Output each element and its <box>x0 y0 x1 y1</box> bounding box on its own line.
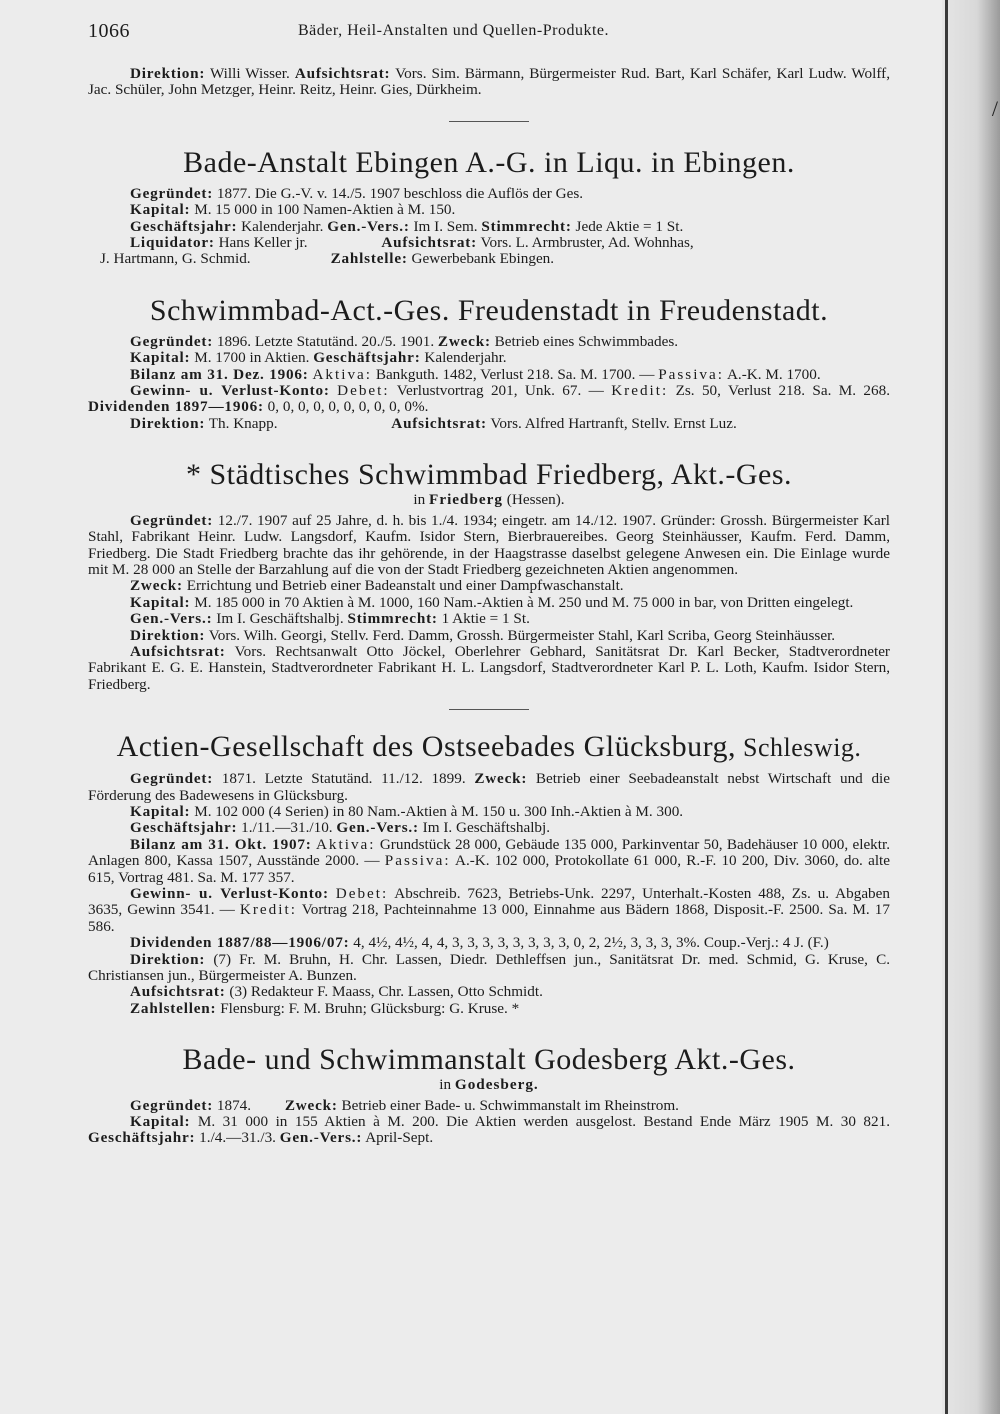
text: Betrieb eines Schwimmbades. <box>490 332 679 350</box>
text: Vors. L. Armbruster, Ad. Wohnhas, <box>476 234 694 252</box>
text: Errichtung und Betrieb einer Badeanstalt und einer Dampfwaschanstalt. <box>182 577 624 595</box>
spacer <box>88 268 890 294</box>
text: Th. Knapp. <box>205 414 282 432</box>
gluecksburg-guv <box>88 886 890 935</box>
label: Kapital: <box>130 593 191 611</box>
text: Abschreib. 7623, Betriebs-Unk. 2297, Unterhalt.-Kosten 488, Zs. u. Abgaben 3635, Gewinn 3541. — <box>88 885 890 919</box>
entry-gluecksburg <box>88 771 890 1017</box>
text: A.-K. M. 1700. <box>724 365 821 383</box>
freudenstadt-gegruendet <box>88 334 890 350</box>
text: 4, 4½, 4½, 4, 4, 3, 3, 3, 3, 3, 3, 3, 3, 0, 2, 2½, 3, 3, 3, 3%. Coup.-Verj.: 4 J. (F.) <box>349 934 829 952</box>
city: Godesberg. <box>454 1076 539 1094</box>
label: Gegründet: <box>130 770 214 788</box>
entry-title-ebingen: Bade-Anstalt Ebingen A.-G. in Liqu. in Ebingen. <box>183 145 795 179</box>
entry-title-freudenstadt: Schwimmbad-Act.-Ges. Freudenstadt in Freudenstadt. <box>149 293 829 327</box>
passiva-word: Passiva: <box>384 852 451 870</box>
text: in <box>439 1076 455 1094</box>
text: April-Sept. <box>362 1129 434 1147</box>
text: Jede Aktie = 1 St. <box>571 217 684 235</box>
godesberg-location <box>88 1077 890 1093</box>
label: Bilanz am 31. Dez. 1906: <box>130 365 309 383</box>
label: Geschäftsjahr: <box>313 349 421 367</box>
title-place: Schleswig. <box>736 733 862 763</box>
text: Zs. 50, Verlust 218. Sa. M. 268. <box>668 382 891 400</box>
friedberg-location <box>88 492 890 508</box>
label: Dividenden 1887/88—1906/07: <box>130 934 350 952</box>
label: Stimmrecht: <box>347 610 438 628</box>
intro-aufsichtsrat-text: Vors. Sim. Bärmann, Bürgermeister Rud. Bart, Karl Schäfer, Karl Ludw. Wolff, Jac. Schüler, John Metzger, Heinr. Reitz, Heinr. Gies, Dürkheim. <box>88 65 890 99</box>
godesberg-kapital <box>88 1114 890 1147</box>
label-aufsichtsrat: Aufsichtsrat: <box>294 65 391 82</box>
gluecksburg-gegruendet <box>88 771 890 804</box>
friedberg-aufsichtsrat <box>88 644 890 693</box>
passiva-word: Passiva: <box>658 365 724 383</box>
text: 1 Aktie = 1 St. <box>437 610 530 628</box>
text: Vors. Alfred Hartranft, Stellv. Ernst Luz. <box>486 414 737 432</box>
entry-friedberg <box>88 513 890 693</box>
text: 1871. Letzte Statutänd. 11./12. 1899. <box>213 770 475 788</box>
aktiva-word: Aktiva: <box>312 365 373 383</box>
debet-word: Debet: <box>335 885 389 902</box>
entry-title-gluecksburg <box>88 730 890 765</box>
gluecksburg-dividenden <box>88 935 890 951</box>
label: Zahlstellen: <box>130 999 217 1017</box>
text: 1./4.—31./3. <box>195 1129 280 1147</box>
label: Kapital: <box>130 802 191 820</box>
separator-rule <box>449 709 529 710</box>
intro-direktion-text: Willi Wisser. <box>205 65 295 82</box>
city: Friedberg <box>429 491 503 509</box>
friedberg-gegruendet <box>88 513 890 579</box>
label: Gen.-Vers.: <box>279 1129 363 1147</box>
text: Gewerbebank Ebingen. <box>407 250 555 268</box>
title-main: Actien-Gesellschaft des Ostseebades Glücksburg, <box>116 730 737 764</box>
text: Hans Keller jr. <box>214 234 312 252</box>
ebingen-geschaeftsjahr <box>88 219 890 235</box>
text: M. 15 000 in 100 Namen-Aktien à M. 150. <box>190 201 456 219</box>
label: Liquidator: <box>130 234 215 252</box>
label: Geschäftsjahr: <box>88 1129 196 1147</box>
text: Im I. Sem. <box>409 217 482 235</box>
text: Verlustvortrag 201, Unk. 67. — <box>389 382 612 400</box>
text: (7) Fr. M. Bruhn, H. Chr. Lassen, Diedr. Dethleffsen jun., Sanitätsrat Dr. med. Schmid, G. Kruse, C. Christiansen jun., Bürgermeister A. Bunzen. <box>88 950 890 985</box>
label: Zahlstelle: <box>330 250 408 268</box>
label: Direktion: <box>130 414 206 432</box>
label: Zweck: <box>284 1096 338 1114</box>
label: Gewinn- u. Verlust-Konto: <box>130 382 330 400</box>
entry-title-godesberg: Bade- und Schwimmanstalt Godesberg Akt.-Ges. <box>182 1043 796 1077</box>
label: Gewinn- u. Verlust-Konto: <box>130 885 329 902</box>
ebingen-gegruendet <box>88 186 890 202</box>
friedberg-genvers <box>88 611 890 627</box>
gluecksburg-geschaeftsjahr <box>88 820 890 836</box>
label: Aufsichtsrat: <box>381 234 477 252</box>
label: Stimmrecht: <box>481 217 572 235</box>
text: Bankguth. 1482, Verlust 218. Sa. M. 1700. — <box>372 365 659 383</box>
edge-mark: / <box>991 96 998 121</box>
text: Im I. Geschäftshalbj. <box>212 610 348 628</box>
text: Vors. Rechtsanwalt Otto Jöckel, Oberlehrer Gebhard, Sanitätsrat Dr. Karl Becker, Stadtverordneter Fabrikant E. G. E. Hanstein, Stadtverordneter Fabrikant H. L. Langsdorf, Stadtverordneter Karl P. L. Loth, Kaufm. Isidor Stern, Friedberg. <box>88 642 890 693</box>
text: Vors. Wilh. Georgi, Stellv. Ferd. Damm, Grossh. Bürgermeister Stahl, Karl Scriba, Georg Steinhäusser. <box>205 626 836 644</box>
label: Direktion: <box>130 950 206 968</box>
page-number: 1066 <box>88 20 130 42</box>
page-header <box>88 20 888 50</box>
label: Gegründet: <box>130 332 214 350</box>
text: Kalenderjahr. <box>420 349 507 367</box>
text: M. 185 000 in 70 Aktien à M. 1000, 160 Nam.-Aktien à M. 250 und M. 75 000 in bar, von Dritten eingelegt. <box>190 593 854 611</box>
label: Zweck: <box>437 332 491 350</box>
page-content <box>88 66 890 1147</box>
label: Kapital: <box>130 201 191 219</box>
gluecksburg-aufsichtsrat <box>88 984 890 1000</box>
intro-paragraph <box>88 66 890 99</box>
label: Bilanz am 31. Okt. 1907: <box>130 835 312 853</box>
label: Zweck: <box>130 577 183 595</box>
spacer <box>88 432 890 458</box>
text: J. Hartmann, G. Schmid. <box>100 250 251 268</box>
ebingen-zahlstelle <box>88 251 890 267</box>
label: Gen.-Vers.: <box>327 217 410 235</box>
label: Aufsichtsrat: <box>130 983 226 1001</box>
label: Geschäftsjahr: <box>130 819 238 837</box>
label: Gegründet: <box>130 1096 214 1114</box>
label: Kapital: <box>130 1113 191 1131</box>
kredit-word: Kredit: <box>611 382 669 400</box>
friedberg-kapital <box>88 595 890 611</box>
text: A.-K. 102 000, Protokollate 61 000, R.-F. 10 200, Div. 3060, do. alte 615, Vortrag 481. Sa. M. 177 357. <box>88 852 890 886</box>
text: 1./11.—31./10. <box>237 819 337 837</box>
label: Aufsichtsrat: <box>391 414 487 432</box>
ebingen-liquidator <box>88 235 890 251</box>
text: M. 1700 in Aktien. <box>190 349 314 367</box>
label-direktion: Direktion: <box>130 65 206 82</box>
page-edge-shadow <box>942 0 1000 1414</box>
running-title: Bäder, Heil-Anstalten und Quellen-Produkte. <box>298 22 610 39</box>
spacer <box>88 1017 890 1043</box>
separator-rule <box>449 121 529 122</box>
aktiva-word: Aktiva: <box>315 835 376 853</box>
freudenstadt-bilanz <box>88 367 890 383</box>
text: M. 102 000 (4 Serien) in 80 Nam.-Aktien à M. 150 u. 300 Inh.-Aktien à M. 300. <box>190 802 684 820</box>
text: Im I. Geschäftshalbj. <box>418 819 551 837</box>
label: Kapital: <box>130 349 191 367</box>
entry-ebingen <box>88 186 890 268</box>
text: 12./7. 1907 auf 25 Jahre, d. h. bis 1./4. 1934; eingetr. am 14./12. 1907. Gründer: Grossh. Bürgermeister Karl Stahl, Fabrikant Heinr. Ludw. Langsdorf, Kaufm. Isidor Stern, Bierbrauereibes. Georg Steinhäusser, Kaufm. Ferd. Damm, Friedberg. Die Stadt Friedberg brachte das ihr gehörende, in der Haagstrasse daselbst gelegene Anwesen ein. Die Einlage wurde mit M. 28 000 an Stelle der Barzahlung auf die von der Stadt Friedberg gezeichneten Aktien angenommen. <box>88 511 890 578</box>
debet-word: Debet: <box>337 382 390 400</box>
gluecksburg-direktion <box>88 952 890 985</box>
kredit-word: Kredit: <box>239 901 297 919</box>
gluecksburg-zahlstellen <box>88 1001 890 1017</box>
friedberg-direktion <box>88 628 890 644</box>
freudenstadt-guv <box>88 383 890 416</box>
freudenstadt-kapital <box>88 350 890 366</box>
label: Direktion: <box>130 626 206 644</box>
freudenstadt-direktion <box>88 416 890 432</box>
text: Betrieb einer Seebadeanstalt nebst Wirtschaft und die Förderung des Badewesens in Glücksburg. <box>88 770 891 804</box>
text: 1874. <box>213 1096 255 1114</box>
label: Gegründet: <box>130 184 214 202</box>
text: Betrieb einer Bade- u. Schwimmanstalt im Rheinstrom. <box>337 1096 679 1114</box>
ebingen-kapital <box>88 202 890 218</box>
label: Gen.-Vers.: <box>130 610 213 628</box>
entry-title-friedberg: * Städtisches Schwimmbad Friedberg, Akt.-Ges. <box>185 458 793 492</box>
text: 1896. Letzte Statutänd. 20./5. 1901. <box>213 332 438 350</box>
text: Flensburg: F. M. Bruhn; Glücksburg: G. Kruse. * <box>216 999 520 1017</box>
label: Dividenden 1897—1906: <box>88 398 264 416</box>
gluecksburg-kapital <box>88 804 890 820</box>
text: in <box>413 491 430 509</box>
text: (Hessen). <box>503 491 565 509</box>
text: 1877. Die G.-V. v. 14./5. 1907 beschloss die Auflös der Ges. <box>213 184 584 202</box>
label: Gegründet: <box>130 511 214 529</box>
page-edge-line <box>945 0 948 1414</box>
entry-freudenstadt <box>88 334 890 432</box>
text: (3) Redakteur F. Maass, Chr. Lassen, Otto Schmidt. <box>225 983 543 1001</box>
label: Aufsichtsrat: <box>130 642 226 660</box>
text: M. 31 000 in 155 Aktien à M. 200. Die Aktien werden ausgelost. Bestand Ende März 1905 M. 30 821. <box>190 1113 890 1131</box>
friedberg-zweck <box>88 578 890 594</box>
godesberg-gegruendet <box>88 1098 890 1114</box>
gluecksburg-bilanz <box>88 837 890 886</box>
text: 0, 0, 0, 0, 0, 0, 0, 0, 0, 0%. <box>263 398 429 416</box>
entry-godesberg <box>88 1098 890 1147</box>
text: Vortrag 218, Pachteinnahme 13 000, Einnahme aus Bädern 1868, Disposit.-F. 2500. Sa. M. 17 586. <box>88 901 890 935</box>
text: Grundstück 28 000, Gebäude 135 000, Parkinventar 50, Badehäuser 10 000, elektr. Anlagen 800, Kassa 1507, Ausstände 2000. — <box>88 835 891 870</box>
label: Geschäftsjahr: <box>130 217 238 235</box>
label: Zweck: <box>474 770 528 788</box>
text: Kalenderjahr. <box>237 217 328 235</box>
label: Gen.-Vers.: <box>336 819 419 837</box>
